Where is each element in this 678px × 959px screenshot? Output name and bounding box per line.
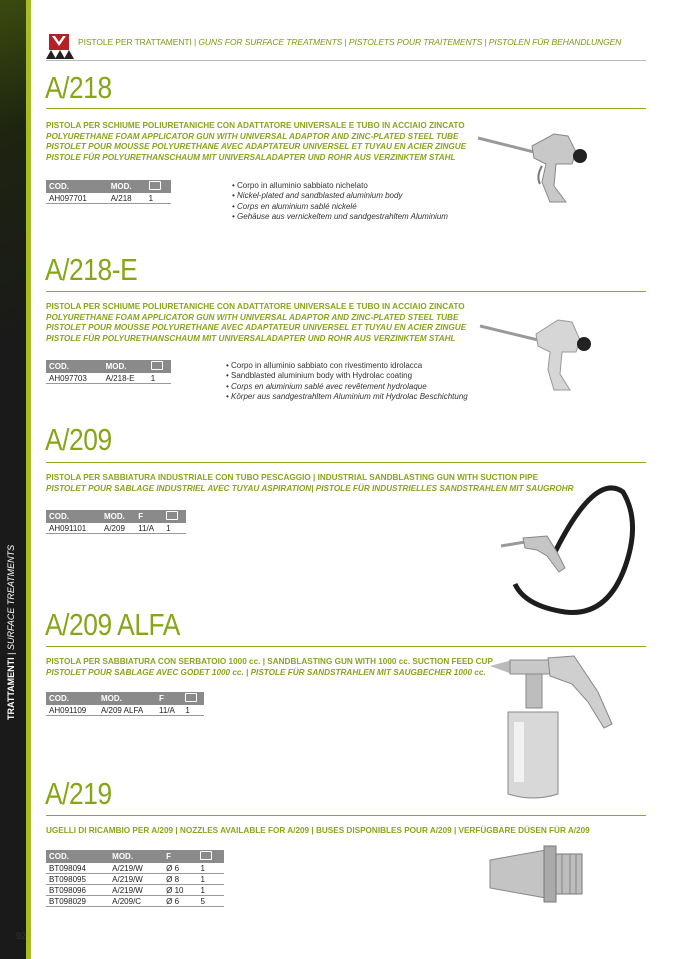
product-description-a218e: PISTOLA PER SCHIUME POLIURETANICHE CON ADATTATORE UNIVERSALE E TUBO IN ACCIAIO ZINCATO POLYURETHANE FOAM APPLICATOR GUN WITH UNIVERSAL ADAPTOR AND ZINC-PLATED STEEL TUBE PISTOLET POUR MOUSSE POLYURETHANE AVEC ADAPTATEUR UNIVERSEL ET TUYAU EN ACIER ZINGUE PISTOLE FÜR POLYURETHANSCHAUM MIT UNIVERSALADAPTER UND ROHR AUS VERZINKTEM STAHL [46, 302, 467, 343]
col-header-model: MOD. [109, 850, 163, 863]
spec-table-a209alfa [46, 692, 204, 716]
table-row: AH091101 A/209 11/A 1 [46, 523, 186, 534]
col-header-package [163, 510, 186, 523]
table-row: AH097701 A/218 1 [46, 193, 171, 204]
package-icon [149, 181, 161, 190]
page-number: 92 [16, 931, 27, 941]
spec-table-a218 [46, 180, 171, 204]
product-description-a219: UGELLI DI RICAMBIO PER A/209 | NOZZLES AVAILABLE FOR A/209 | BUSES DISPONIBLES POUR A/209 | VERFÜGBARE DÜSEN FÜR A/209 [46, 826, 590, 835]
nozzle-image [486, 840, 590, 908]
table-row: AH091109 A/209 ALFA 11/A 1 [46, 705, 204, 716]
product-title-a218e: A/218-E [45, 252, 138, 287]
brand-logo [46, 32, 74, 60]
table-row: BT098095 A/219/W Ø 8 1 [46, 874, 224, 885]
product-description-a209alfa: PISTOLA PER SABBIATURA CON SERBATOIO 1000 cc. | SANDBLASTING GUN WITH 1000 cc. SUCTION FEED CUP PISTOLET POUR SABLAGE AVEC GODET 1000 cc. | PISTOLE FÜR SANDSTRAHLEN MIT SAUGBECHER 1000 cc. [46, 657, 493, 677]
col-header-model: MOD. [103, 360, 148, 373]
section-divider [46, 108, 646, 109]
product-title-a209alfa: A/209 ALFA [45, 607, 180, 642]
package-icon [151, 361, 163, 370]
foam-gun-image [476, 124, 596, 204]
col-header-code: COD. [46, 360, 103, 373]
col-header-model: MOD. [101, 510, 135, 523]
product-description-a218: PISTOLA PER SCHIUME POLIURETANICHE CON ADATTATORE UNIVERSALE E TUBO IN ACCIAIO ZINCATO POLYURETHANE FOAM APPLICATOR GUN WITH UNIVERSAL ADAPTOR AND ZINC-PLATED STEEL TUBE PISTOLET POUR MOUSSE POLYURETHANE AVEC ADAPTATEUR UNIVERSEL ET TUYAU EN ACIER ZINGUE PISTOLE FÜR POLYURETHANSCHAUM MIT UNIVERSALADAPTER UND ROHR AUS VERZINKTEM STAHL [46, 121, 467, 162]
table-row: BT098096 A/219/W Ø 10 1 [46, 885, 224, 896]
product-description-a209: PISTOLA PER SABBIATURA INDUSTRIALE CON TUBO PESCAGGIO | INDUSTRIAL SANDBLASTING GUN WITH SUCTION PIPE PISTOLET POUR SABLAGE INDUSTRIEL AVEC TUYAU ASPIRATION| PISTOLE FÜR INDUSTRIELLES SANDSTRAHLEN MIT SAUGROHR [46, 473, 574, 493]
product-title-a209: A/209 [45, 422, 112, 457]
product-title-a219: A/219 [45, 776, 112, 811]
product-title-a218: A/218 [45, 70, 112, 105]
col-header-code: COD. [46, 510, 101, 523]
sidebar-accent-stripe [26, 0, 31, 959]
sandblasting-gun-hose-image [495, 472, 635, 620]
col-header-code: COD. [46, 850, 109, 863]
section-divider [46, 291, 646, 292]
col-header-package [148, 360, 171, 373]
sidebar [0, 0, 26, 959]
feature-list-a218: • Corpo in alluminio sabbiato nichelato • Nickel-plated and sandblasted aluminium body • Corps en aluminium sablé nickelé • Gehäuse aus vernickeltem und sandgestrahltem Aluminium [232, 181, 448, 222]
col-header-code: COD. [46, 180, 108, 193]
spec-table-a209 [46, 510, 186, 534]
section-divider [46, 815, 646, 816]
col-header-package [197, 850, 224, 863]
col-header-model: MOD. [108, 180, 146, 193]
col-header-nozzle: F [135, 510, 163, 523]
col-header-diameter: F [163, 850, 197, 863]
sandblasting-gun-cup-image [488, 652, 620, 802]
spec-table-a219 [46, 850, 224, 907]
table-row: AH097703 A/218-E 1 [46, 373, 171, 384]
col-header-nozzle: F [156, 692, 182, 705]
table-row: BT098094 A/219/W Ø 6 1 [46, 863, 224, 874]
sidebar-gradient [0, 0, 26, 330]
package-icon [166, 511, 178, 520]
package-icon [185, 693, 197, 702]
spec-table-a218e [46, 360, 171, 384]
feature-list-a218e: • Corpo in alluminio sabbiato con rivestimento idrolacca • Sandblasted aluminium body with Hydrolac coating • Corps en aluminium sablé avec revêtement hydrolaque • Körper aus sandgestrahltem Aluminium mit Hydrolac Beschichtung [226, 361, 468, 402]
col-header-package [182, 692, 204, 705]
table-row: BT098029 A/209/C Ø 6 5 [46, 896, 224, 907]
header-divider [46, 60, 646, 61]
foam-gun-coated-image [478, 310, 598, 392]
catalog-category-header: PISTOLE PER TRATTAMENTI | GUNS FOR SURFACE TREATMENTS | PISTOLETS POUR TRAITEMENTS | PISTOLEN FÜR BEHANDLUNGEN [78, 37, 622, 47]
col-header-model: MOD. [98, 692, 156, 705]
section-divider [46, 646, 646, 647]
col-header-code: COD. [46, 692, 98, 705]
sidebar-label: TRATTAMENTI | SURFACE TREATMENTS [6, 544, 16, 720]
section-divider [46, 462, 646, 463]
col-header-package [146, 180, 171, 193]
package-icon [200, 851, 212, 860]
